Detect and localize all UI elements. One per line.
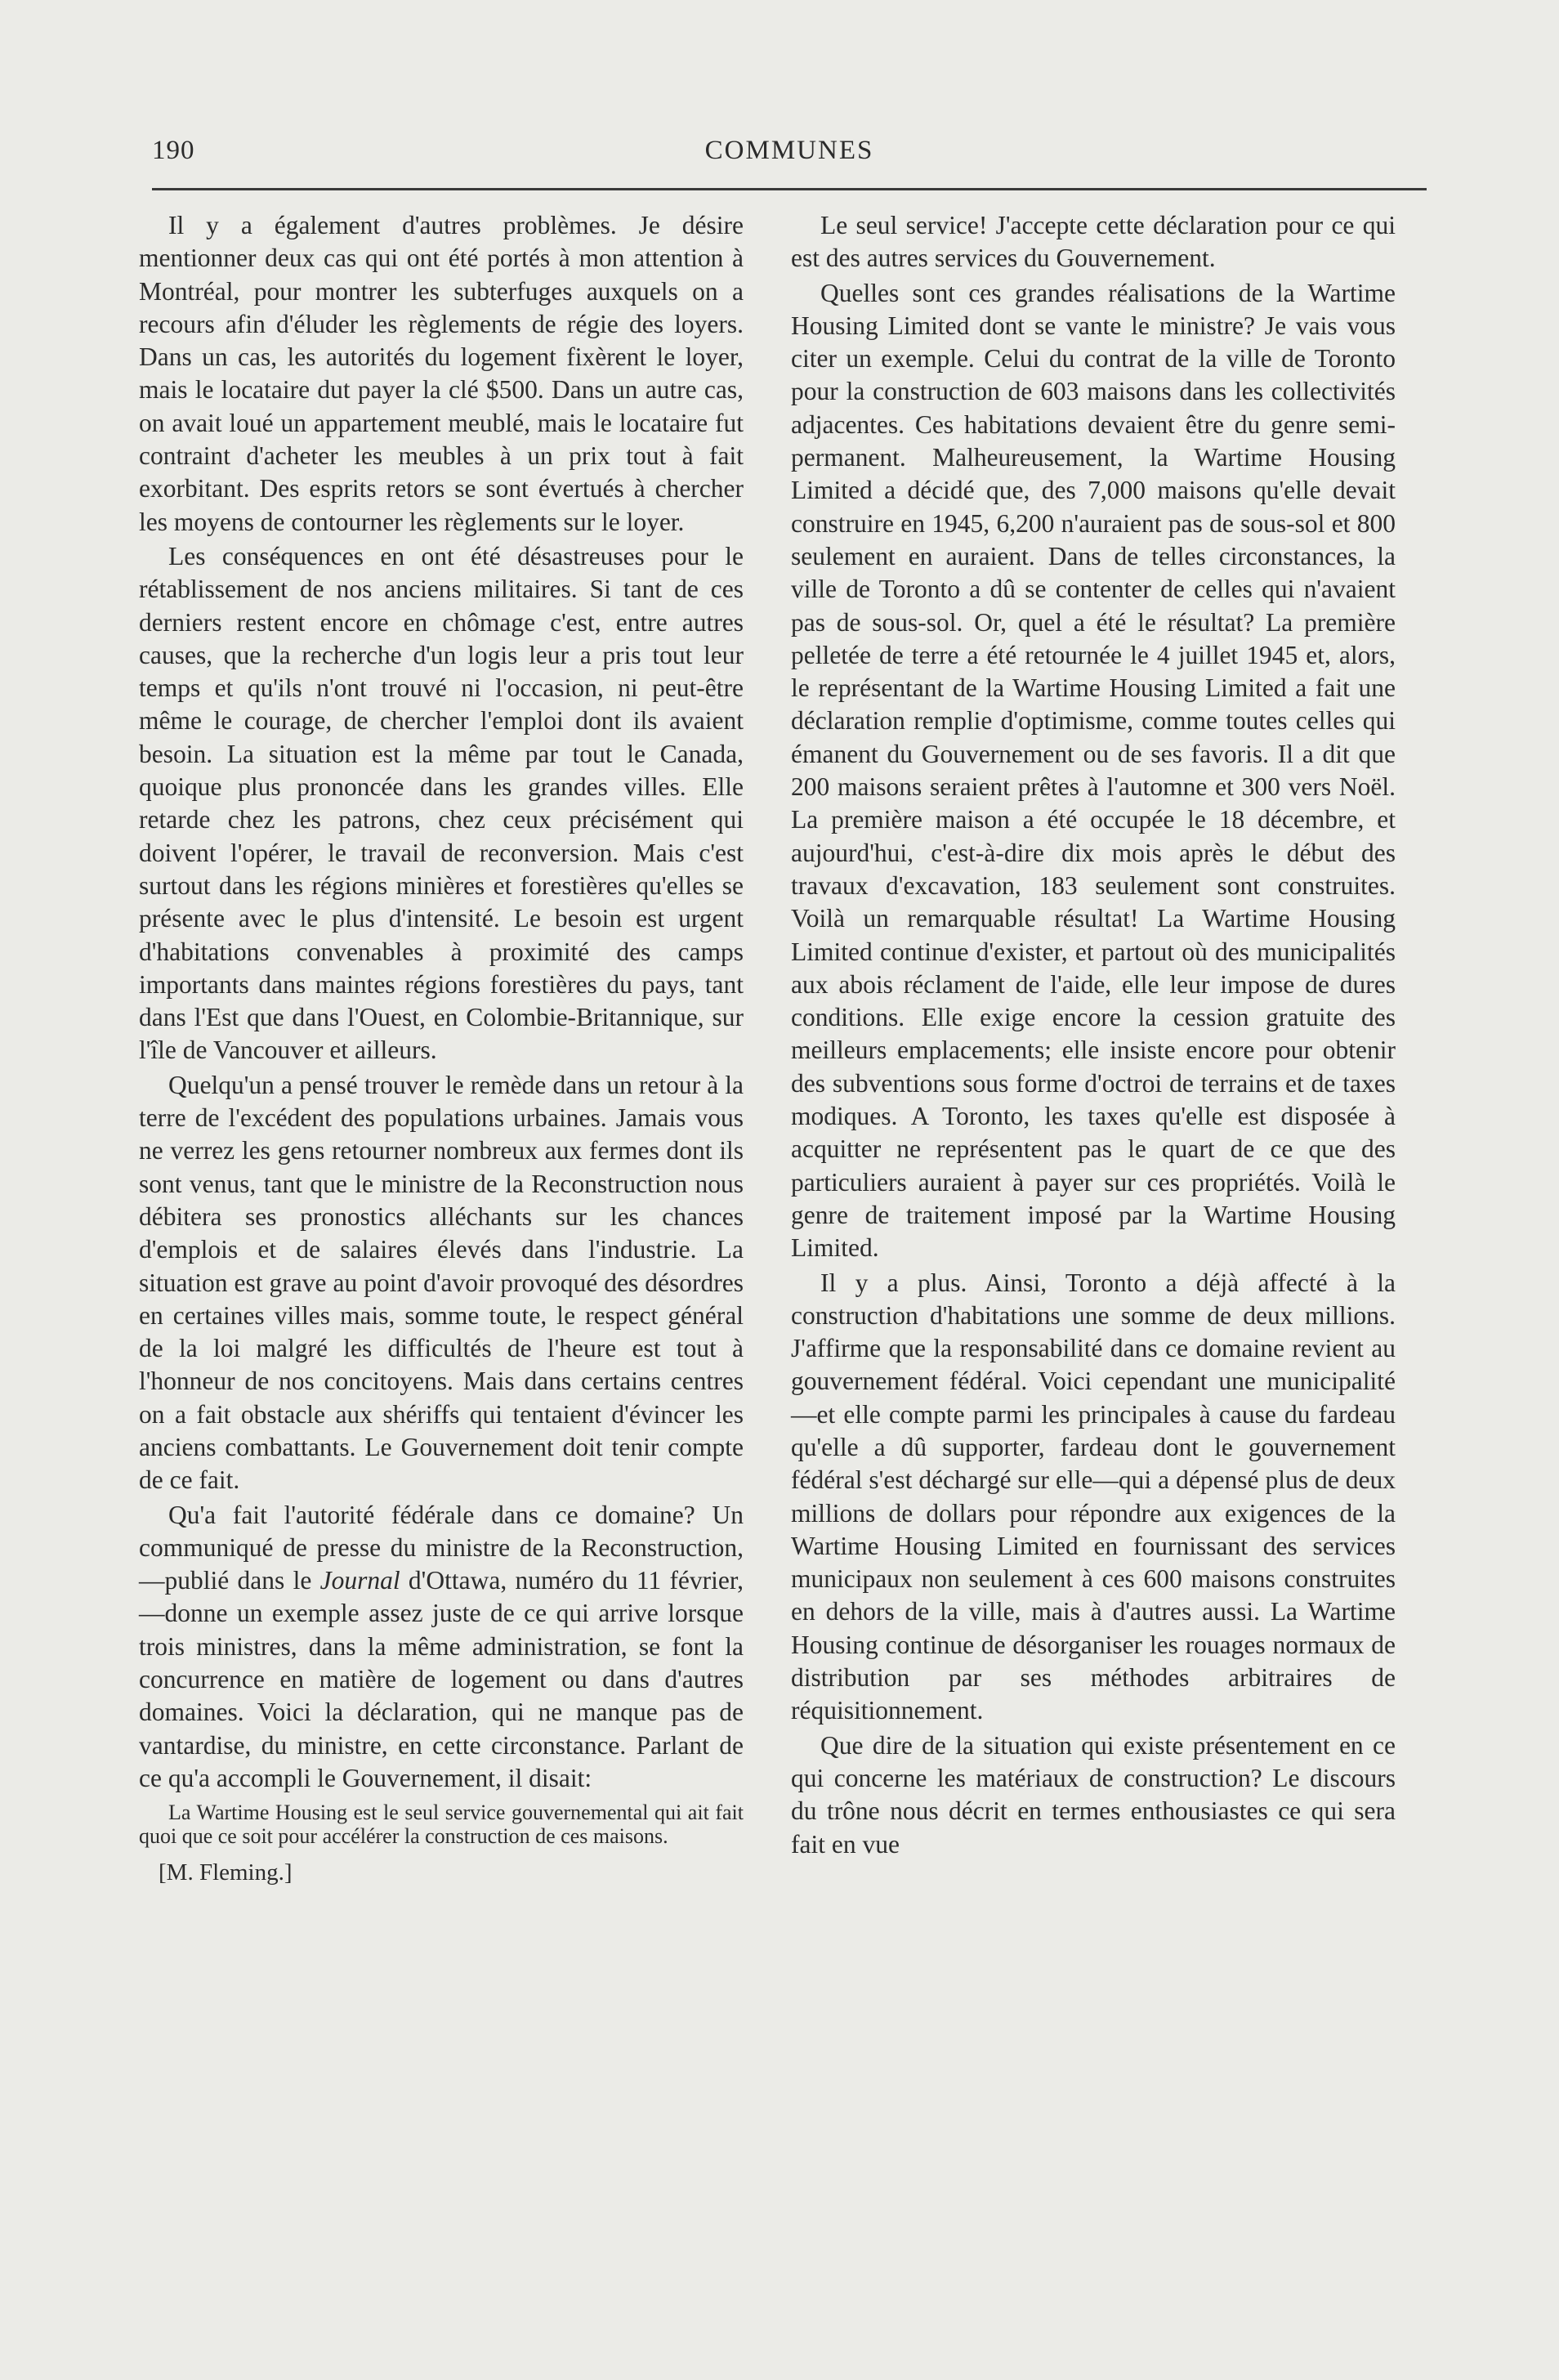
paragraph: Les conséquences en ont été désastreuses pour le rétablissement de nos anciens militaires. Si tant de ces derniers restent encore en chômage c'est, entre autres causes, que la recherche d'un logis leur a pris tout leur temps et qu'ils n'ont trouvé ni l'occasion, ni peut-être même le courage, de chercher l'emploi dont ils avaient besoin. La situation est la même par tout le Canada, quoique plus prononcée dans les grandes villes. Elle retarde chez les patrons, chez ceux précisément qui doivent l'opérer, le travail de reconversion. Mais c'est surtout dans les régions minières et forestières qu'elles se présente avec le plus d'intensité. Le besoin est urgent d'habitations convenables à proximité des camps importants dans maintes régions forestières du pays, tant dans l'Est que dans l'Ouest, en Colombie-Britannique, sur l'île de Vancouver et ailleurs. <box>139 541 744 1065</box>
journal-title: Journal <box>319 1566 400 1595</box>
paragraph: Le seul service! J'accepte cette déclaration pour ce qui est des autres services du Gouvernement. <box>791 211 1396 273</box>
running-title: COMMUNES <box>704 136 874 165</box>
paragraph-text: d'Ottawa, numéro du 11 février,—donne un exemple assez juste de ce qui arrive lorsque trois ministres, dans la même administration, se font la concurrence en matière de logement ou dans d'autres domaines. Voici la déclaration, qui ne manque pas de vantardise, du ministre, en cette circonstance. Parlant de ce qu'a accompli le Gouvernement, il disait: <box>139 1566 744 1792</box>
paragraph: Il y a plus. Ainsi, Toronto a déjà affecté à la construction d'habitations une somme de deux millions. J'affirme que la responsabilité dans ce domaine revient au gouvernement fédéral. Voici cependant une municipalité—et elle compte parmi les principales à cause du fardeau qu'elle a dû supporter, fardeau dont le gouvernement fédéral s'est déchargé sur elle—qui a dépensé plus de deux millions de dollars pour répondre aux exigences de la Wartime Housing Limited en fournissant des services municipaux non seulement à ces 600 maisons construites en dehors de la ville, mais à d'autres aussi. La Wartime Housing continue de désorganiser les rouages normaux de distribution par ses méthodes arbitraires de réquisitionnement. <box>791 1268 1396 1725</box>
paragraph: Que dire de la situation qui existe présentement en ce qui concerne les matériaux de construction? Le discours du trône nous décrit en termes enthousiastes ce qui sera fait en vue <box>791 1730 1396 1859</box>
page-number: 190 <box>152 136 195 165</box>
left-column <box>139 209 744 1889</box>
paragraph: Il y a également d'autres problèmes. Je désire mentionner deux cas qui ont été portés à mon attention à Montréal, pour montrer les subterfuges auxquels on a recours afin d'éluder les règlements de régie des loyers. Dans un cas, les autorités du logement fixèrent le loyer, mais le locataire dut payer la clé $500. Dans un autre cas, on avait loué un appartement meublé, mais le locataire fut contraint d'acheter les meubles à un prix tout à fait exorbitant. Des esprits retors se sont évertués à chercher les moyens de contourner les règlements sur le loyer. <box>139 211 744 536</box>
paragraph: Quelqu'un a pensé trouver le remède dans un retour à la terre de l'excédent des populations urbaines. Jamais vous ne verrez les gens retourner nombreux aux fermes dont ils sont venus, tant que le ministre de la Reconstruction nous débitera ses pronostics alléchants sur les chances d'emplois et de salaires élevés dans l'industrie. La situation est grave au point d'avoir provoqué des désordres en certaines villes mais, somme toute, le respect général de la loi malgré les difficultés de l'heure est tout à l'honneur de nos concitoyens. Mais dans certains centres on a fait obstacle aux shériffs qui tentaient d'évincer les anciens combattants. Le Gouvernement doit tenir compte de ce fait. <box>139 1070 744 1495</box>
paragraph: Quelles sont ces grandes réalisations de la Wartime Housing Limited dont se vante le ministre? Je vais vous citer un exemple. Celui du contrat de la ville de Toronto pour la construction de 603 maisons dans les collectivités adjacentes. Ces habitations devaient être du genre semi-permanent. Malheureusement, la Wartime Housing Limited a décidé que, des 7,000 maisons qu'elle devait construire en 1945, 6,200 n'auraient pas de sous-sol et 800 seulement en auraient. Dans de telles circonstances, la ville de Toronto a dû se contenter de celles qui n'avaient pas de sous-sol. Or, quel a été le résultat? La première pelletée de terre a été retournée le 4 juillet 1945 et, alors, le représentant de la Wartime Housing Limited a fait une déclaration remplie d'optimisme, comme toutes celles qui émanent du Gouvernement ou de ses favoris. Il a dit que 200 maisons seraient prêtes à l'automne et 300 vers Noël. La première maison a été occupée le 18 décembre, et aujourd'hui, c'est-à-dire dix mois après le début des travaux d'excavation, 183 seulement sont construites. Voilà un remarquable résultat! La Wartime Housing Limited continue d'exister, et partout où des municipalités aux abois réclament de l'aide, elle leur impose de dures conditions. Elle exige encore la cession gratuite des meilleurs emplacements; elle insiste encore pour obtenir des subventions sous forme d'octroi de terrains et de taxes modiques. A Toronto, les taxes qu'elle est disposée à acquitter ne représentent pas le quart de ce que des particuliers auraient à payer sur ces propriétés. Voilà le genre de traitement imposé par la Wartime Housing Limited. <box>791 278 1396 1263</box>
right-column <box>791 209 1396 1863</box>
speaker-attribution: [M. Fleming.] <box>159 1859 293 1886</box>
paragraph <box>139 1499 744 1796</box>
paragraph-text: Qu'a fait l'autorité fédérale dans ce domaine? Un communiqué de presse du ministre de la Reconstruction,—publié dans le <box>139 1500 744 1595</box>
block-quote: La Wartime Housing est le seul service gouvernemental qui ait fait quoi que ce soit pour accélérer la construction de ces maisons. <box>139 1801 744 1848</box>
header-rule <box>152 188 1427 190</box>
page-header <box>152 136 1427 177</box>
